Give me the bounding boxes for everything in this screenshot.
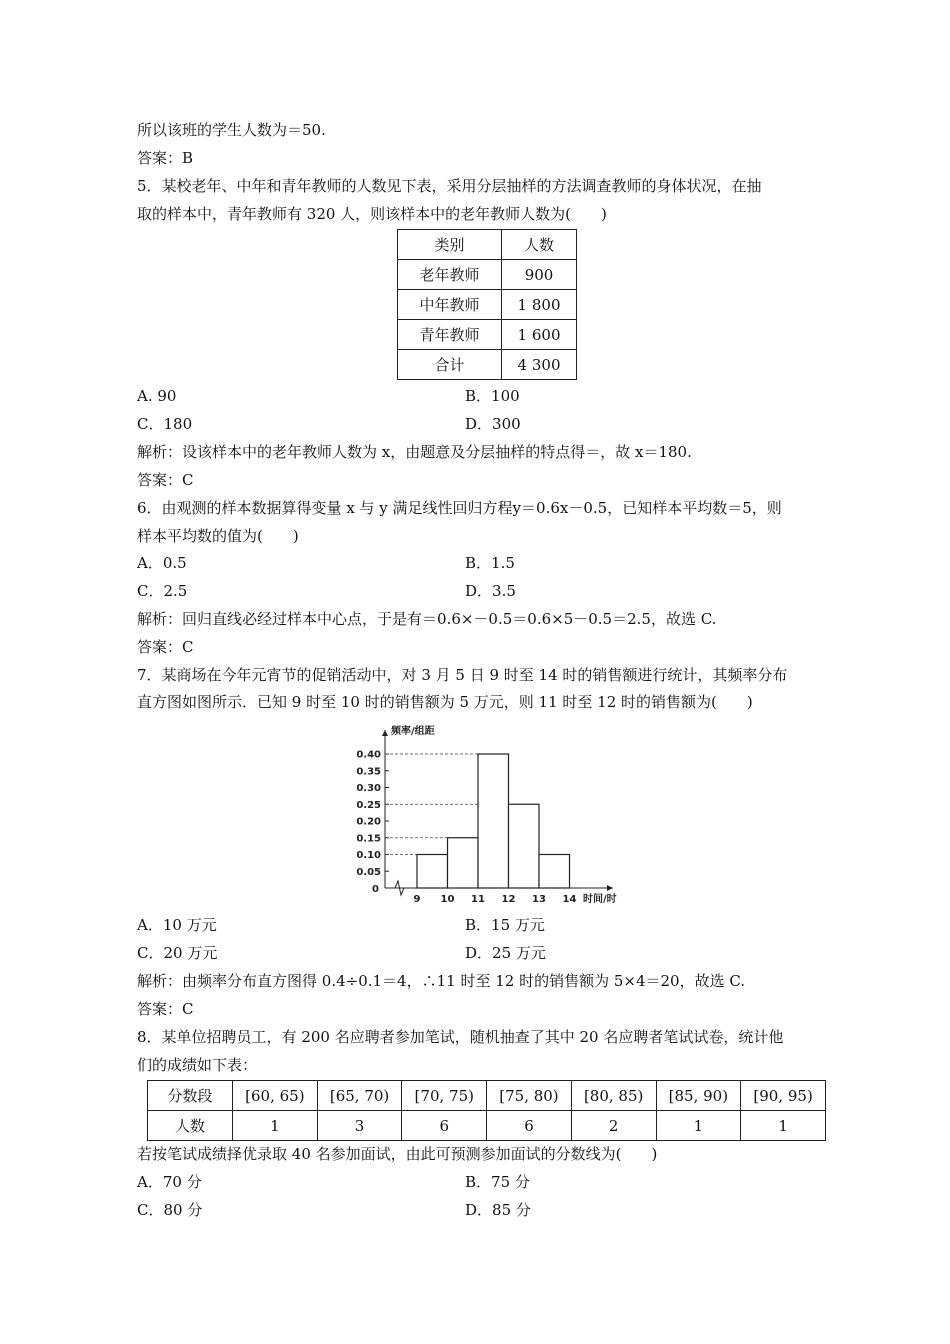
score-count: 2 xyxy=(571,1111,656,1141)
score-count: 1 xyxy=(656,1111,741,1141)
y-tick-label: 0.30 xyxy=(356,783,381,794)
score-range: [90, 95) xyxy=(741,1081,826,1111)
x-tick-label: 14 xyxy=(562,894,577,905)
q8-line1: 8．某单位招聘员工，有 200 名应聘者参加笔试，随机抽查了其中 20 名应聘者笔试试卷，统计他 xyxy=(137,1028,784,1046)
score-count: 3 xyxy=(317,1111,402,1141)
q5-option-d: D．300 xyxy=(465,415,521,433)
q5-line2: 取的样本中，青年教师有 320 人，则该样本中的老年教师人数为( ) xyxy=(137,205,607,223)
q5-line1: 5．某校老年、中年和青年教师的人数见下表，采用分层抽样的方法调查教师的身体状况，在抽 xyxy=(137,177,762,195)
score-count: 6 xyxy=(402,1111,487,1141)
histogram-bar xyxy=(539,855,570,889)
q6-line2: 样本平均数的值为( ) xyxy=(137,527,299,545)
y-tick-label: 0.05 xyxy=(356,866,381,878)
q5-option-a: A. 90 xyxy=(137,387,177,405)
q6-answer: 答案：C xyxy=(137,638,194,656)
q5-option-b: B．100 xyxy=(465,387,520,405)
q7-option-d: D．25 万元 xyxy=(465,944,546,962)
q5-option-c: C．180 xyxy=(137,415,193,433)
x-axis-arrow xyxy=(607,885,613,891)
x-tick-label: 12 xyxy=(501,894,516,905)
q7-solution: 解析：由频率分布直方图得 0.4÷0.1＝4，∴11 时至 12 时的销售额为 5×4＝20，故选 C. xyxy=(137,972,746,990)
q6-option-c: C．2.5 xyxy=(137,582,188,600)
q5-answer: 答案：C xyxy=(137,471,194,489)
q8-option-c: C．80 分 xyxy=(137,1201,203,1219)
q7-option-c: C．20 万元 xyxy=(137,944,218,962)
q6-option-a: A．0.5 xyxy=(137,554,187,572)
histogram-bar xyxy=(478,754,509,888)
score-range: [85, 90) xyxy=(656,1081,741,1111)
score-range: [80, 85) xyxy=(571,1081,656,1111)
score-count-label: 人数 xyxy=(148,1111,233,1141)
score-table xyxy=(147,1080,826,1141)
y-tick-label: 0.20 xyxy=(356,816,381,828)
table1-cell: 1 800 xyxy=(502,290,577,320)
x-axis-label: 时间/时 xyxy=(583,894,617,905)
q7-option-b: B．15 万元 xyxy=(465,916,545,934)
q8-option-b: B．75 分 xyxy=(465,1173,530,1191)
teacher-count-table xyxy=(397,229,577,380)
y-tick-label: 0.10 xyxy=(356,850,381,861)
table1-header: 人数 xyxy=(502,230,577,260)
q6-option-b: B．1.5 xyxy=(465,554,515,572)
text-l2: 答案：B xyxy=(137,149,194,167)
q8-option-d: D．85 分 xyxy=(465,1201,531,1219)
table1-cell: 老年教师 xyxy=(398,260,502,290)
table1-cell: 青年教师 xyxy=(398,320,502,350)
x-tick-label: 11 xyxy=(471,894,485,905)
score-range: [60, 65) xyxy=(233,1081,318,1111)
x-tick-label: 13 xyxy=(532,894,546,905)
x-tick-label: 9 xyxy=(413,894,421,905)
table1-cell: 900 xyxy=(502,260,577,290)
histogram-bar xyxy=(417,855,448,889)
histogram-bar xyxy=(448,838,479,888)
text-l1: 所以该班的学生人数为＝50. xyxy=(137,121,326,139)
q8-line2: 们的成绩如下表： xyxy=(137,1056,258,1074)
frequency-histogram xyxy=(345,718,635,908)
y-axis-label: 频率/组距 xyxy=(391,726,435,737)
score-range: [65, 70) xyxy=(317,1081,402,1111)
score-range: [75, 80) xyxy=(487,1081,572,1111)
score-count: 1 xyxy=(233,1111,318,1141)
y-tick-label: 0.15 xyxy=(356,833,381,845)
table1-cell: 合计 xyxy=(398,350,502,380)
score-count: 1 xyxy=(741,1111,826,1141)
score-header-label: 分数段 xyxy=(148,1081,233,1111)
x-tick-label: 10 xyxy=(440,894,455,905)
histogram-bar xyxy=(509,804,540,888)
score-range: [70, 75) xyxy=(402,1081,487,1111)
q6-option-d: D．3.5 xyxy=(465,582,516,600)
y-tick-label: 0.25 xyxy=(356,799,381,811)
q7-answer: 答案：C xyxy=(137,1000,194,1018)
score-count: 6 xyxy=(487,1111,572,1141)
y-axis-arrow xyxy=(382,730,388,736)
origin-label: 0 xyxy=(372,884,379,895)
q7-line1: 7．某商场在今年元宵节的促销活动中，对 3 月 5 日 9 时至 14 时的销售额进行统计，其频率分布 xyxy=(137,666,788,684)
y-tick-label: 0.40 xyxy=(356,749,381,761)
table1-cell: 1 600 xyxy=(502,320,577,350)
q5-solution: 解析：设该样本中的老年教师人数为 x，由题意及分层抽样的特点得＝，故 x＝180. xyxy=(137,443,692,461)
q7-option-a: A．10 万元 xyxy=(137,916,217,934)
q6-line1: 6．由观测的样本数据算得变量 x 与 y 满足线性回归方程y＝0.6x－0.5，已知样本平均数＝5，则 xyxy=(137,499,782,517)
q6-solution: 解析：回归直线必经过样本中心点，于是有＝0.6×－0.5＝0.6×5－0.5＝2.5，故选 C. xyxy=(137,610,717,628)
q8-line3: 若按笔试成绩择优录取 40 名参加面试，由此可预测参加面试的分数线为( ) xyxy=(137,1145,658,1163)
y-tick-label: 0.35 xyxy=(356,766,381,778)
table1-cell: 中年教师 xyxy=(398,290,502,320)
q8-option-a: A．70 分 xyxy=(137,1173,202,1191)
table1-header: 类别 xyxy=(398,230,502,260)
table1-cell: 4 300 xyxy=(502,350,577,380)
q7-line2: 直方图如图所示．已知 9 时至 10 时的销售额为 5 万元，则 11 时至 12 时的销售额为( ) xyxy=(137,693,753,711)
